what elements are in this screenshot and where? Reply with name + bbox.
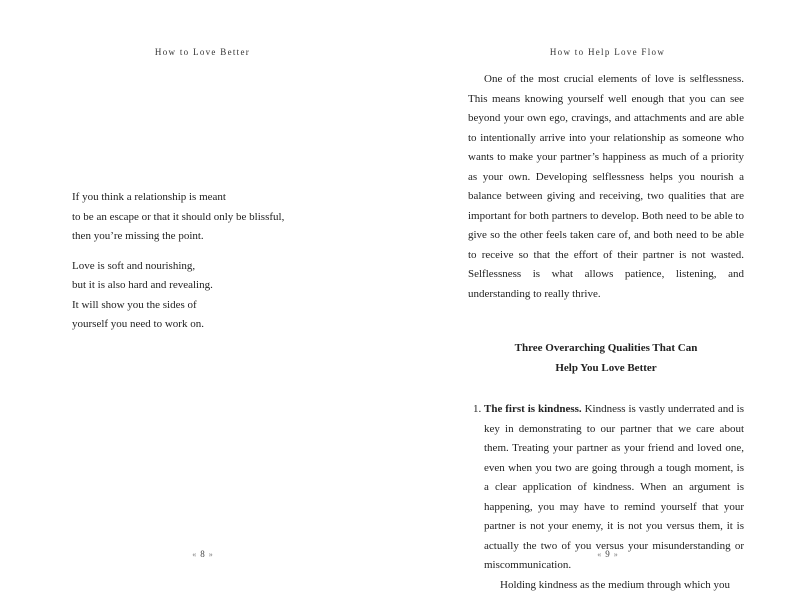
page-number-right xyxy=(405,549,810,559)
running-head-left: How to Love Better xyxy=(154,47,251,57)
verse-block xyxy=(72,188,372,345)
verse-line: then you’re missing the point. xyxy=(72,230,204,242)
verse-line: If you think a relationship is meant xyxy=(72,191,226,203)
verse-line: to be an escape or that it should only be blissful, xyxy=(72,210,285,223)
folio-ornament-left-icon: « xyxy=(192,550,197,559)
right-page xyxy=(405,0,810,612)
verse-stanza-1 xyxy=(72,188,372,247)
heading-line: Help You Love Better xyxy=(555,361,657,374)
body-text xyxy=(468,70,744,595)
heading-line: Three Overarching Qualities That Can xyxy=(514,342,698,354)
page-number: 9 xyxy=(605,549,610,559)
verse-line: Love is soft and nourishing, xyxy=(72,259,196,272)
verse-line: It will show you the sides of xyxy=(72,298,197,311)
page-number: 8 xyxy=(200,549,205,559)
verse-stanza-2 xyxy=(72,257,372,335)
page-number-left xyxy=(0,549,405,559)
folio-ornament-right-icon: » xyxy=(613,550,618,559)
continuation-paragraph: Holding kindness as the medium through which you xyxy=(500,578,731,591)
list-number: 1. xyxy=(473,403,482,415)
running-head-right: How to Help Love Flow xyxy=(549,47,666,57)
folio-ornament-right-icon: » xyxy=(208,550,213,559)
section-heading xyxy=(468,339,744,378)
paragraph-selflessness: One of the most crucial elements of love is selflessness. This means knowing yourself well enough that you can see beyond your own ego, cravings, and attachments and are able to intentionally arrive into your relationship as someone who wants to make your partner’s happiness as much of a priority as your own. Developing selflessness helps you nourish a balance between giving and receiving, two qualities that are important for both partners to develop. Both need to be able to give so the other feels taken care of, and both need to be able to receive so that the effort of their partner is not wasted. Selflessness is what allows patience, listening, and understanding to really thrive. xyxy=(468,73,744,300)
list-lead: The first is kindness. xyxy=(484,403,582,415)
verse-line: yourself you need to work on. xyxy=(72,318,204,330)
verse-line: but it is also hard and revealing. xyxy=(72,279,213,291)
list-text: Kindness is vastly underrated and is key in demonstrating to our partner that we care about them. Treating your partner as your friend and loved one, even when you two are going through a tough moment, is a clear application of kindness. When an argument is happening, you may have to remind yourself that your partner is not your enemy, it is not you versus them, it is actually the two of you versus your misunderstanding or miscommunication. xyxy=(484,403,744,571)
folio-ornament-left-icon: « xyxy=(597,550,602,559)
